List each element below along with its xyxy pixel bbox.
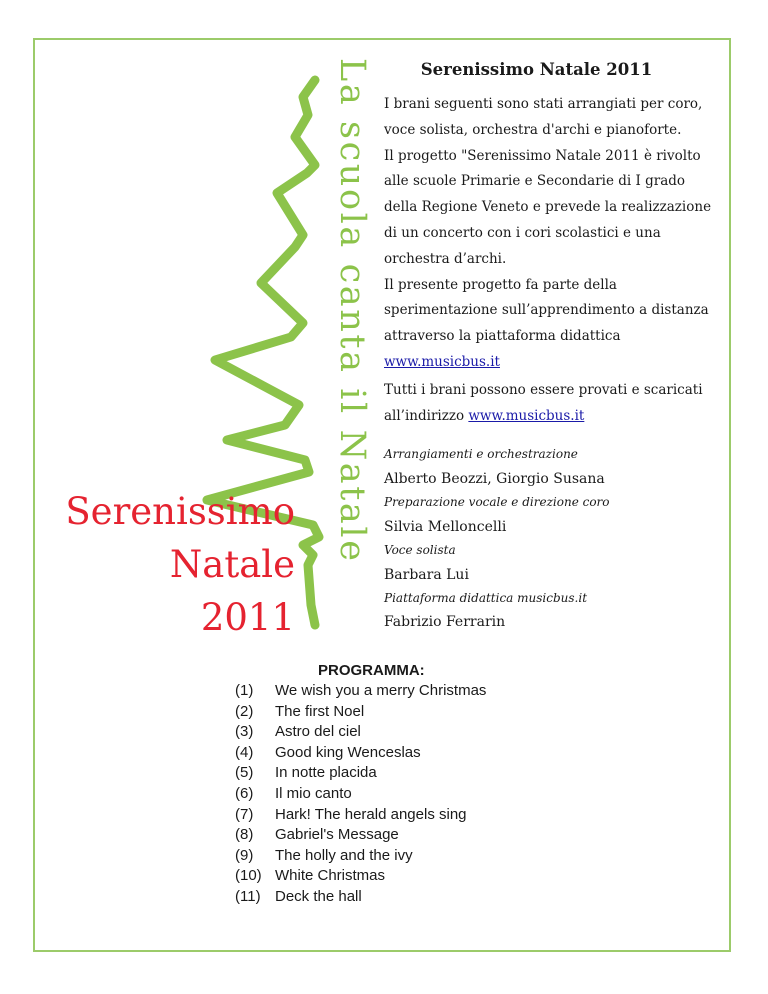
program-number: (8): [235, 826, 254, 844]
intro-line: sperimentazione sull’apprendimento a distanza: [384, 302, 709, 319]
program-number: (2): [235, 702, 254, 720]
big-title-line: 2011: [200, 596, 295, 639]
credit-role: Preparazione vocale e direzione coro: [384, 495, 610, 509]
program-number: (10): [235, 867, 262, 885]
program-song: The holly and the ivy: [275, 846, 413, 864]
musicbus-link[interactable]: www.musicbus.it: [384, 353, 500, 370]
program-title: PROGRAMMA:: [318, 662, 425, 679]
program-song: Hark! The herald angels sing: [275, 805, 467, 823]
program-item: [235, 784, 486, 805]
program-song: Gabriel's Message: [275, 826, 399, 844]
program-item: [235, 846, 486, 867]
credit-role: Voce solista: [384, 543, 456, 557]
program-item: [235, 681, 486, 702]
intro-line: di un concerto con i cori scolastici e una: [384, 224, 661, 241]
program-number: (1): [235, 682, 254, 699]
program-item: [235, 763, 486, 784]
program-song: White Christmas: [275, 867, 386, 885]
intro-line: Il progetto "Serenissimo Natale 2011 è rivolto: [384, 147, 701, 164]
download-link[interactable]: www.musicbus.it: [468, 407, 585, 424]
vertical-title: La scuola canta il Natale: [332, 58, 372, 564]
download-prefix: all’indirizzo: [384, 407, 465, 424]
intro-line: I brani seguenti sono stati arrangiati per coro,: [384, 96, 703, 112]
intro-paragraph: [384, 92, 724, 376]
big-title-line: Serenissimo: [65, 490, 295, 533]
credit-role: Piattaforma didattica musicbus.it: [384, 591, 588, 605]
credit-name: Alberto Beozzi, Giorgio Susana: [384, 471, 605, 487]
intro-line: voce solista, orchestra d'archi e pianoforte.: [384, 121, 682, 138]
doc-title: Serenissimo Natale 2011: [420, 60, 653, 79]
big-title-line: Natale: [169, 543, 295, 586]
program-song: Good king Wenceslas: [275, 743, 421, 761]
program-song: In notte placida: [275, 764, 377, 782]
program-item: [235, 722, 486, 743]
program-number: (6): [235, 784, 254, 802]
program-number: (3): [235, 723, 254, 741]
program-song: Astro del ciel: [275, 723, 361, 741]
intro-line: orchestra d’archi.: [384, 250, 507, 267]
program-song: Il mio canto: [275, 784, 352, 802]
download-line: Tutti i brani possono essere provati e scaricati: [384, 382, 703, 398]
credit-name: Barbara Lui: [384, 567, 469, 583]
credit-name: Fabrizio Ferrarin: [384, 614, 506, 630]
intro-line: Il presente progetto fa parte della: [384, 276, 617, 293]
credit-role: Arrangiamenti e orchestrazione: [384, 447, 578, 461]
program-item: [235, 743, 486, 764]
program-number: (9): [235, 846, 254, 864]
program-song: The first Noel: [275, 702, 365, 720]
program-number: (11): [235, 887, 261, 905]
program-item: [235, 887, 486, 908]
program-list: [235, 681, 486, 908]
program-item: [235, 805, 486, 826]
big-title: [40, 485, 295, 644]
program-item: [235, 825, 486, 846]
program-item: [235, 702, 486, 723]
intro-line: della Regione Veneto e prevede la realizzazione: [384, 199, 712, 216]
program-number: (4): [235, 743, 254, 761]
download-paragraph: [384, 378, 724, 430]
intro-line: alle scuole Primarie e Secondarie di I grado: [384, 173, 686, 190]
program-number: (5): [235, 764, 254, 782]
credit-name: Silvia Melloncelli: [384, 519, 507, 535]
program-number: (7): [235, 805, 254, 823]
intro-line: attraverso la piattaforma didattica: [384, 328, 621, 345]
program-song: Deck the hall: [275, 887, 362, 905]
program-song: We wish you a merry Christmas: [275, 682, 487, 699]
program-item: [235, 866, 486, 887]
